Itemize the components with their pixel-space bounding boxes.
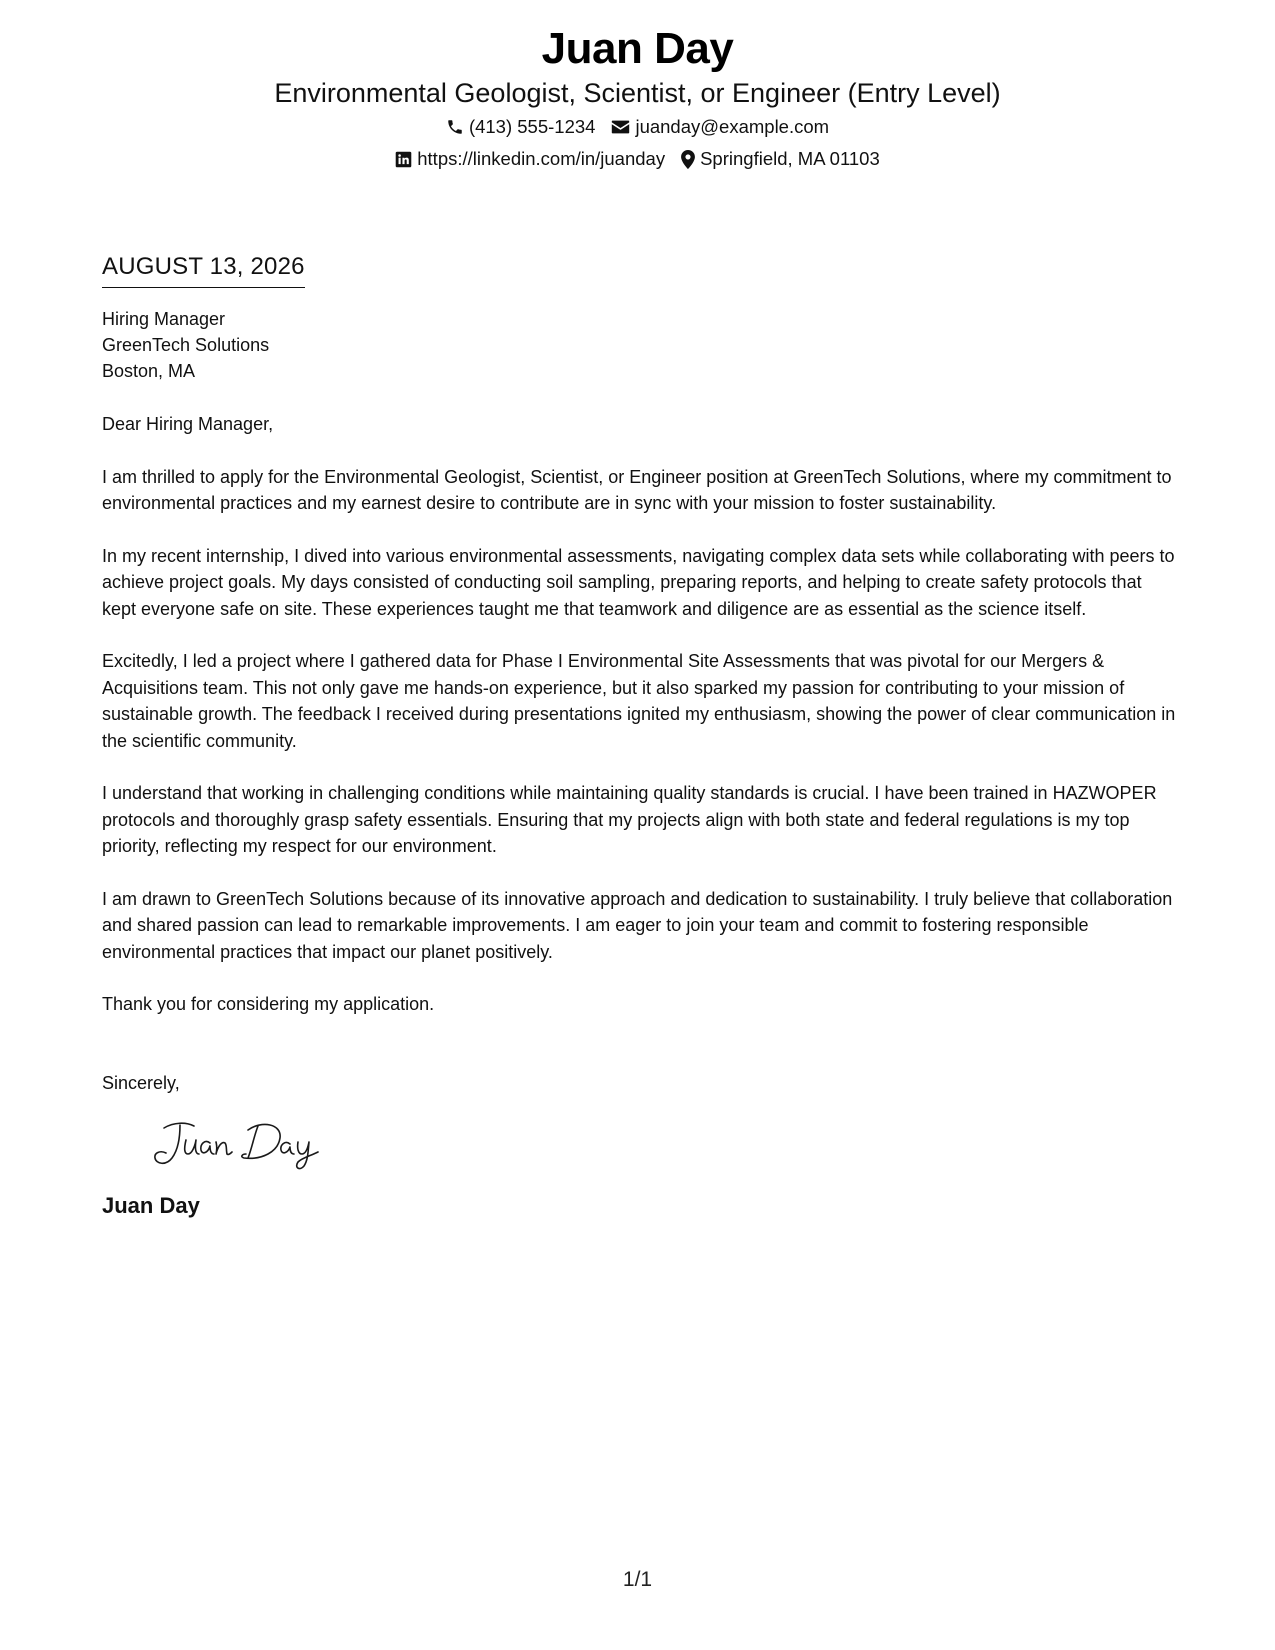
phone-contact — [446, 114, 596, 140]
body-paragraph: I understand that working in challenging conditions while maintaining quality standards is crucial. I have been trained in HAZWOPER protocols and thoroughly grasp safety essentials. Ensuring that my projects align with both state and federal regulations is my top priority, reflecting my respect for our environment. — [102, 783, 1157, 856]
thank-you-line: Thank you for considering my application. — [102, 994, 435, 1014]
recipient-line: Boston, MA — [102, 361, 196, 381]
job-title: Environmental Geologist, Scientist, or Engineer (Entry Level) — [274, 78, 1001, 108]
letter-date: AUGUST 13, 2026 — [102, 252, 305, 288]
contact-row-primary — [0, 114, 1275, 140]
linkedin-icon — [395, 151, 412, 168]
letter-body — [102, 252, 1177, 1220]
body-paragraph: Excitedly, I led a project where I gathered data for Phase I Environmental Site Assessments that was pivotal for our Mergers & Acquisitions team. This not only gave me hands-on experience, but it also sparked my passion for contributing to your mission of sustainable growth. The feedback I received during presentations ignited my enthusiasm, showing the power of clear communication in the scientific community. — [102, 651, 1176, 751]
body-paragraph: I am thrilled to apply for the Environmental Geologist, Scientist, or Engineer position at GreenTech Solutions, where my commitment to environmental practices and my earnest desire to contribute are in sync with your mission to foster sustainability. — [102, 466, 1172, 513]
phone-text: (413) 555-1234 — [468, 116, 596, 137]
phone-icon — [446, 118, 464, 136]
linkedin-text[interactable]: https://linkedin.com/in/juanday — [417, 148, 666, 169]
applicant-name: Juan Day — [541, 24, 734, 73]
recipient-block — [102, 306, 1177, 384]
recipient-line: Hiring Manager — [102, 309, 226, 329]
handwritten-signature — [150, 1116, 1177, 1172]
email-text[interactable]: juanday@example.com — [635, 116, 830, 137]
location-text: Springfield, MA 01103 — [700, 148, 880, 169]
map-pin-icon — [681, 150, 695, 169]
location-contact — [681, 146, 880, 172]
salutation: Dear Hiring Manager, — [102, 414, 274, 434]
body-paragraph: I am drawn to GreenTech Solutions because of its innovative approach and dedication to sustainability. I truly believe that collaboration and shared passion can lead to remarkable improvements. I am eager to join your team and commit to fostering responsible environmental practices that impact our planet positively. — [102, 888, 1173, 962]
recipient-line: GreenTech Solutions — [102, 335, 270, 355]
email-contact[interactable] — [611, 114, 829, 140]
closing: Sincerely, — [102, 1072, 180, 1093]
letter-header — [0, 22, 1275, 172]
signer-name: Juan Day — [102, 1193, 200, 1218]
body-paragraph: In my recent internship, I dived into various environmental assessments, navigating complex data sets while collaborating with peers to achieve project goals. My days consisted of conducting soil sampling, preparing reports, and helping to create safety protocols that kept everyone safe on site. These experiences taught me that teamwork and diligence are as essential as the science itself. — [102, 545, 1175, 619]
contact-row-secondary — [0, 146, 1275, 172]
page-number: 1/1 — [622, 1568, 653, 1591]
envelope-icon — [611, 119, 630, 135]
linkedin-contact[interactable] — [395, 146, 665, 172]
